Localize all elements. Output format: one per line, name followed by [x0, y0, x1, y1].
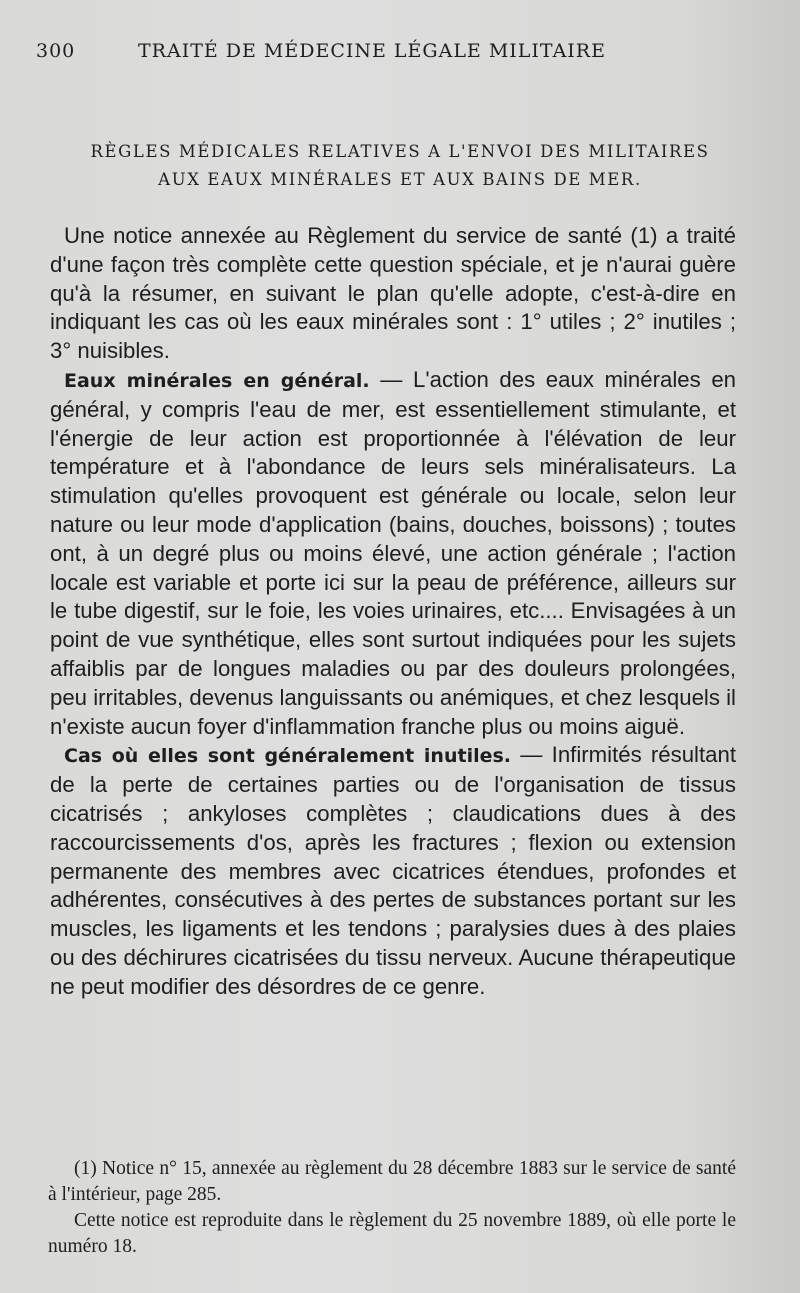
running-title: TRAITÉ DE MÉDECINE LÉGALE MILITAIRE	[138, 40, 606, 62]
page-number: 300	[36, 40, 76, 62]
paragraph-heading: Cas où elles sont généralement inutiles.	[64, 745, 512, 768]
section-title-line-2: AUX EAUX MINÉRALES ET AUX BAINS DE MER.	[158, 170, 642, 189]
paragraph-body: — Infirmités résultant de la perte de certaines parties ou de l'organisation de tissus cicatrisés ; ankyloses complètes ; claudications dues à des raccourcissements d'os, après les fractures ; flexion ou extension permanente des membres avec cicatrices étendues, profondes et adhérentes, consécutives à des pertes de substances portant sur les muscles, les ligaments et les tendons ; paralysies dues à des plaies ou des déchirures cicatrisées du tissu nerveux. Aucune thérapeutique ne peut modifier des désordres de ce genre.	[50, 742, 736, 999]
footnote-1: (1) Notice n° 15, annexée au règlement du 28 décembre 1883 sur le service de santé à l'intérieur, page 285.	[48, 1158, 736, 1205]
paragraph-body: — L'action des eaux minérales en général, y compris l'eau de mer, est essentiellement stimulante, et l'énergie de leur action est proportionnée à l'élévation de leur température et à l'abondance de leurs sels minéralisateurs. La stimulation qu'elles provoquent est générale ou locale, selon leur nature ou leur mode d'application (bains, douches, boissons) ; toutes ont, à un degré plus ou moins élevé, une action générale ; l'action locale est variable et porte ici sur la peau de préférence, ailleurs sur le tube digestif, sur le foie, les voies urinaires, etc.... Envisagées à un point de vue synthétique, elles sont surtout indiquées pour les sujets affaiblis par de longues maladies ou par des douleurs prolongées, peu irritables, devenus languissants ou anémiques, et chez lesquels il n'existe aucun foyer d'inflammation franche plus ou moins aiguë.	[50, 366, 736, 739]
paragraph-heading: Eaux minérales en général.	[64, 369, 370, 392]
paragraph-mineral-waters	[50, 366, 736, 741]
section-title	[40, 138, 760, 194]
footnotes	[48, 1156, 736, 1260]
running-head	[36, 40, 756, 70]
body-text	[50, 222, 736, 1002]
paragraph-useless-cases	[50, 741, 736, 1001]
section-title-line-1: RÈGLES MÉDICALES RELATIVES A L'ENVOI DES MILITAIRES	[90, 142, 710, 161]
paragraph-intro: Une notice annexée au Règlement du service de santé (1) a traité d'une façon très complète cette question spéciale, et je n'aurai guère qu'à la résumer, en suivant le plan qu'elle adopte, c'est-à-dire en indiquant les cas où les eaux minérales sont : 1° utiles ; 2° inutiles ; 3° nuisibles.	[50, 223, 736, 364]
footnote-1-continuation: Cette notice est reproduite dans le règlement du 25 novembre 1889, où elle porte le numéro 18.	[48, 1210, 736, 1257]
